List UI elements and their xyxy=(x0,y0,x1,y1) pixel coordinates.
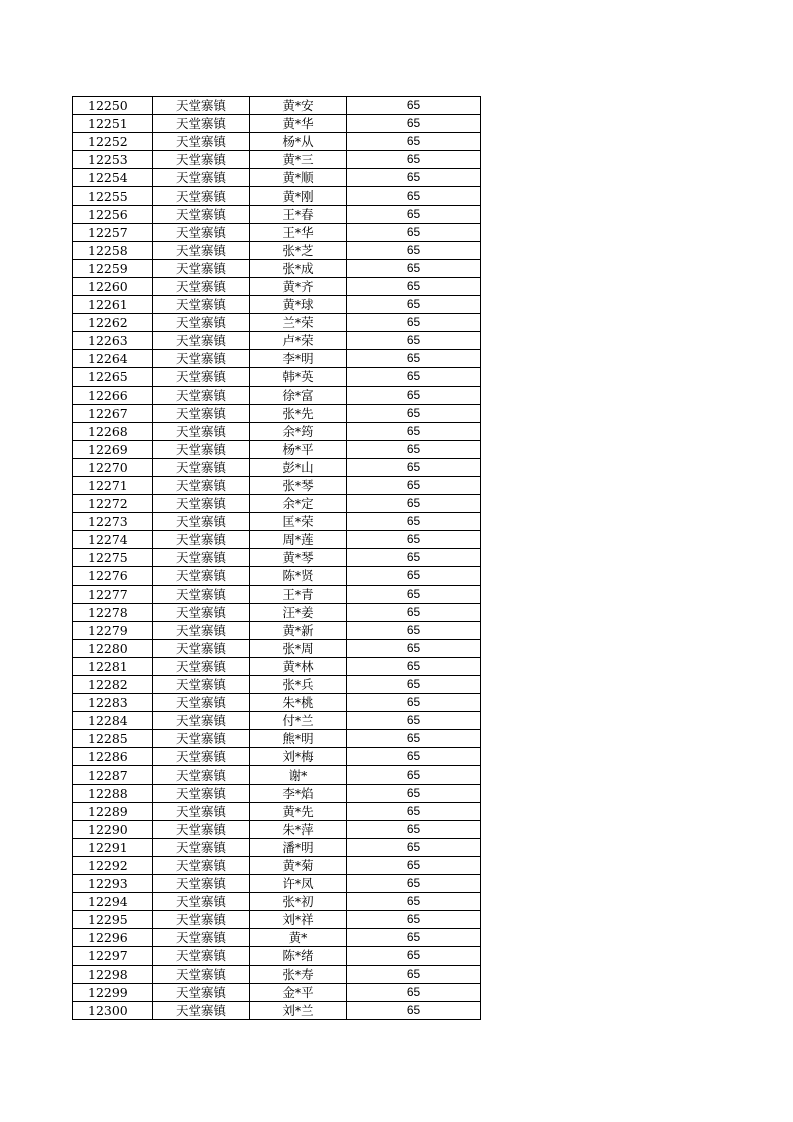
name-cell: 余*筠 xyxy=(250,422,347,440)
row-id-cell: 12279 xyxy=(73,621,153,639)
amount-cell: 65 xyxy=(347,151,481,169)
name-cell: 谢* xyxy=(250,766,347,784)
table-row xyxy=(73,187,481,205)
row-id-cell: 12283 xyxy=(73,694,153,712)
town-cell: 天堂寨镇 xyxy=(153,205,250,223)
row-id-cell: 12293 xyxy=(73,875,153,893)
town-cell: 天堂寨镇 xyxy=(153,386,250,404)
table-row xyxy=(73,386,481,404)
town-cell: 天堂寨镇 xyxy=(153,712,250,730)
table-row xyxy=(73,223,481,241)
amount-cell: 65 xyxy=(347,169,481,187)
amount-cell: 65 xyxy=(347,567,481,585)
amount-cell: 65 xyxy=(347,929,481,947)
town-cell: 天堂寨镇 xyxy=(153,531,250,549)
amount-cell: 65 xyxy=(347,368,481,386)
row-id-cell: 12296 xyxy=(73,929,153,947)
row-id-cell: 12300 xyxy=(73,1001,153,1019)
table-row xyxy=(73,422,481,440)
town-cell: 天堂寨镇 xyxy=(153,422,250,440)
amount-cell: 65 xyxy=(347,205,481,223)
town-cell: 天堂寨镇 xyxy=(153,296,250,314)
name-cell: 李*明 xyxy=(250,350,347,368)
name-cell: 张*芝 xyxy=(250,241,347,259)
town-cell: 天堂寨镇 xyxy=(153,983,250,1001)
town-cell: 天堂寨镇 xyxy=(153,476,250,494)
amount-cell: 65 xyxy=(347,476,481,494)
table-row xyxy=(73,603,481,621)
row-id-cell: 12268 xyxy=(73,422,153,440)
table-row xyxy=(73,712,481,730)
table-row xyxy=(73,259,481,277)
table-row xyxy=(73,332,481,350)
name-cell: 黄*球 xyxy=(250,296,347,314)
table-row xyxy=(73,947,481,965)
amount-cell: 65 xyxy=(347,585,481,603)
name-cell: 张*周 xyxy=(250,639,347,657)
town-cell: 天堂寨镇 xyxy=(153,404,250,422)
amount-cell: 65 xyxy=(347,965,481,983)
table-row xyxy=(73,476,481,494)
amount-cell: 65 xyxy=(347,893,481,911)
town-cell: 天堂寨镇 xyxy=(153,440,250,458)
name-cell: 黄*刚 xyxy=(250,187,347,205)
amount-cell: 65 xyxy=(347,404,481,422)
town-cell: 天堂寨镇 xyxy=(153,585,250,603)
table-row xyxy=(73,585,481,603)
name-cell: 熊*明 xyxy=(250,730,347,748)
row-id-cell: 12261 xyxy=(73,296,153,314)
row-id-cell: 12274 xyxy=(73,531,153,549)
table-row xyxy=(73,730,481,748)
row-id-cell: 12250 xyxy=(73,97,153,115)
table-row xyxy=(73,621,481,639)
name-cell: 刘*兰 xyxy=(250,1001,347,1019)
name-cell: 刘*梅 xyxy=(250,748,347,766)
row-id-cell: 12269 xyxy=(73,440,153,458)
amount-cell: 65 xyxy=(347,820,481,838)
table-row xyxy=(73,676,481,694)
table-row xyxy=(73,766,481,784)
name-cell: 黄*新 xyxy=(250,621,347,639)
table-row xyxy=(73,151,481,169)
name-cell: 黄* xyxy=(250,929,347,947)
amount-cell: 65 xyxy=(347,115,481,133)
town-cell: 天堂寨镇 xyxy=(153,657,250,675)
row-id-cell: 12273 xyxy=(73,513,153,531)
row-id-cell: 12298 xyxy=(73,965,153,983)
amount-cell: 65 xyxy=(347,911,481,929)
town-cell: 天堂寨镇 xyxy=(153,784,250,802)
row-id-cell: 12276 xyxy=(73,567,153,585)
amount-cell: 65 xyxy=(347,802,481,820)
town-cell: 天堂寨镇 xyxy=(153,314,250,332)
name-cell: 兰*荣 xyxy=(250,314,347,332)
table-row xyxy=(73,115,481,133)
table-row xyxy=(73,350,481,368)
row-id-cell: 12284 xyxy=(73,712,153,730)
row-id-cell: 12291 xyxy=(73,838,153,856)
row-id-cell: 12286 xyxy=(73,748,153,766)
table-row xyxy=(73,856,481,874)
name-cell: 张*先 xyxy=(250,404,347,422)
name-cell: 张*兵 xyxy=(250,676,347,694)
row-id-cell: 12287 xyxy=(73,766,153,784)
amount-cell: 65 xyxy=(347,856,481,874)
name-cell: 陈*贤 xyxy=(250,567,347,585)
row-id-cell: 12259 xyxy=(73,259,153,277)
amount-cell: 65 xyxy=(347,440,481,458)
town-cell: 天堂寨镇 xyxy=(153,368,250,386)
amount-cell: 65 xyxy=(347,1001,481,1019)
name-cell: 张*寿 xyxy=(250,965,347,983)
table-row xyxy=(73,440,481,458)
row-id-cell: 12278 xyxy=(73,603,153,621)
row-id-cell: 12253 xyxy=(73,151,153,169)
town-cell: 天堂寨镇 xyxy=(153,911,250,929)
amount-cell: 65 xyxy=(347,133,481,151)
table-row xyxy=(73,567,481,585)
name-cell: 黄*齐 xyxy=(250,277,347,295)
row-id-cell: 12280 xyxy=(73,639,153,657)
amount-cell: 65 xyxy=(347,676,481,694)
table-row xyxy=(73,495,481,513)
table-row xyxy=(73,639,481,657)
table-row xyxy=(73,694,481,712)
town-cell: 天堂寨镇 xyxy=(153,97,250,115)
amount-cell: 65 xyxy=(347,730,481,748)
name-cell: 张*成 xyxy=(250,259,347,277)
amount-cell: 65 xyxy=(347,458,481,476)
amount-cell: 65 xyxy=(347,422,481,440)
town-cell: 天堂寨镇 xyxy=(153,458,250,476)
row-id-cell: 12263 xyxy=(73,332,153,350)
row-id-cell: 12271 xyxy=(73,476,153,494)
amount-cell: 65 xyxy=(347,639,481,657)
table-row xyxy=(73,838,481,856)
name-cell: 黄*菊 xyxy=(250,856,347,874)
amount-cell: 65 xyxy=(347,223,481,241)
table-row xyxy=(73,1001,481,1019)
row-id-cell: 12260 xyxy=(73,277,153,295)
amount-cell: 65 xyxy=(347,531,481,549)
table-row xyxy=(73,314,481,332)
amount-cell: 65 xyxy=(347,712,481,730)
amount-cell: 65 xyxy=(347,350,481,368)
name-cell: 王*春 xyxy=(250,205,347,223)
row-id-cell: 12289 xyxy=(73,802,153,820)
amount-cell: 65 xyxy=(347,621,481,639)
row-id-cell: 12254 xyxy=(73,169,153,187)
row-id-cell: 12266 xyxy=(73,386,153,404)
table-row xyxy=(73,929,481,947)
town-cell: 天堂寨镇 xyxy=(153,350,250,368)
table-row xyxy=(73,549,481,567)
table-row xyxy=(73,241,481,259)
amount-cell: 65 xyxy=(347,947,481,965)
amount-cell: 65 xyxy=(347,603,481,621)
table-row xyxy=(73,820,481,838)
row-id-cell: 12256 xyxy=(73,205,153,223)
table-row xyxy=(73,368,481,386)
row-id-cell: 12292 xyxy=(73,856,153,874)
town-cell: 天堂寨镇 xyxy=(153,694,250,712)
table-row xyxy=(73,875,481,893)
town-cell: 天堂寨镇 xyxy=(153,802,250,820)
row-id-cell: 12262 xyxy=(73,314,153,332)
town-cell: 天堂寨镇 xyxy=(153,115,250,133)
town-cell: 天堂寨镇 xyxy=(153,856,250,874)
row-id-cell: 12297 xyxy=(73,947,153,965)
town-cell: 天堂寨镇 xyxy=(153,1001,250,1019)
town-cell: 天堂寨镇 xyxy=(153,513,250,531)
amount-cell: 65 xyxy=(347,513,481,531)
table-row xyxy=(73,893,481,911)
town-cell: 天堂寨镇 xyxy=(153,133,250,151)
name-cell: 张*琴 xyxy=(250,476,347,494)
town-cell: 天堂寨镇 xyxy=(153,332,250,350)
table-row xyxy=(73,513,481,531)
town-cell: 天堂寨镇 xyxy=(153,151,250,169)
name-cell: 陈*绪 xyxy=(250,947,347,965)
name-cell: 许*凤 xyxy=(250,875,347,893)
town-cell: 天堂寨镇 xyxy=(153,241,250,259)
town-cell: 天堂寨镇 xyxy=(153,748,250,766)
table-row xyxy=(73,911,481,929)
amount-cell: 65 xyxy=(347,784,481,802)
town-cell: 天堂寨镇 xyxy=(153,567,250,585)
name-cell: 王*华 xyxy=(250,223,347,241)
amount-cell: 65 xyxy=(347,495,481,513)
town-cell: 天堂寨镇 xyxy=(153,965,250,983)
row-id-cell: 12257 xyxy=(73,223,153,241)
town-cell: 天堂寨镇 xyxy=(153,187,250,205)
name-cell: 杨*从 xyxy=(250,133,347,151)
row-id-cell: 12272 xyxy=(73,495,153,513)
amount-cell: 65 xyxy=(347,875,481,893)
table-row xyxy=(73,965,481,983)
table-row xyxy=(73,748,481,766)
name-cell: 王*青 xyxy=(250,585,347,603)
name-cell: 韩*英 xyxy=(250,368,347,386)
town-cell: 天堂寨镇 xyxy=(153,639,250,657)
name-cell: 周*莲 xyxy=(250,531,347,549)
amount-cell: 65 xyxy=(347,549,481,567)
amount-cell: 65 xyxy=(347,983,481,1001)
town-cell: 天堂寨镇 xyxy=(153,947,250,965)
name-cell: 李*焰 xyxy=(250,784,347,802)
town-cell: 天堂寨镇 xyxy=(153,277,250,295)
row-id-cell: 12281 xyxy=(73,657,153,675)
town-cell: 天堂寨镇 xyxy=(153,495,250,513)
name-cell: 卢*荣 xyxy=(250,332,347,350)
name-cell: 黄*顺 xyxy=(250,169,347,187)
amount-cell: 65 xyxy=(347,259,481,277)
amount-cell: 65 xyxy=(347,296,481,314)
table-row xyxy=(73,657,481,675)
table-row xyxy=(73,296,481,314)
town-cell: 天堂寨镇 xyxy=(153,929,250,947)
amount-cell: 65 xyxy=(347,314,481,332)
amount-cell: 65 xyxy=(347,838,481,856)
name-cell: 黄*林 xyxy=(250,657,347,675)
table-row xyxy=(73,404,481,422)
amount-cell: 65 xyxy=(347,766,481,784)
amount-cell: 65 xyxy=(347,386,481,404)
town-cell: 天堂寨镇 xyxy=(153,169,250,187)
table-row xyxy=(73,133,481,151)
town-cell: 天堂寨镇 xyxy=(153,549,250,567)
town-cell: 天堂寨镇 xyxy=(153,676,250,694)
town-cell: 天堂寨镇 xyxy=(153,875,250,893)
town-cell: 天堂寨镇 xyxy=(153,838,250,856)
name-cell: 余*定 xyxy=(250,495,347,513)
name-cell: 杨*平 xyxy=(250,440,347,458)
table-body xyxy=(73,97,481,1020)
town-cell: 天堂寨镇 xyxy=(153,766,250,784)
name-cell: 黄*安 xyxy=(250,97,347,115)
row-id-cell: 12282 xyxy=(73,676,153,694)
table-row xyxy=(73,97,481,115)
row-id-cell: 12265 xyxy=(73,368,153,386)
town-cell: 天堂寨镇 xyxy=(153,893,250,911)
name-cell: 刘*祥 xyxy=(250,911,347,929)
table-row xyxy=(73,205,481,223)
table-row xyxy=(73,983,481,1001)
amount-cell: 65 xyxy=(347,657,481,675)
amount-cell: 65 xyxy=(347,332,481,350)
amount-cell: 65 xyxy=(347,694,481,712)
amount-cell: 65 xyxy=(347,97,481,115)
row-id-cell: 12288 xyxy=(73,784,153,802)
name-cell: 黄*华 xyxy=(250,115,347,133)
amount-cell: 65 xyxy=(347,187,481,205)
row-id-cell: 12275 xyxy=(73,549,153,567)
row-id-cell: 12294 xyxy=(73,893,153,911)
town-cell: 天堂寨镇 xyxy=(153,730,250,748)
name-cell: 黄*三 xyxy=(250,151,347,169)
data-table xyxy=(72,96,481,1020)
row-id-cell: 12264 xyxy=(73,350,153,368)
name-cell: 汪*姜 xyxy=(250,603,347,621)
row-id-cell: 12299 xyxy=(73,983,153,1001)
name-cell: 朱*萍 xyxy=(250,820,347,838)
name-cell: 黄*琴 xyxy=(250,549,347,567)
name-cell: 朱*桃 xyxy=(250,694,347,712)
name-cell: 彭*山 xyxy=(250,458,347,476)
name-cell: 潘*明 xyxy=(250,838,347,856)
table-row xyxy=(73,277,481,295)
table-row xyxy=(73,784,481,802)
row-id-cell: 12290 xyxy=(73,820,153,838)
row-id-cell: 12255 xyxy=(73,187,153,205)
name-cell: 付*兰 xyxy=(250,712,347,730)
town-cell: 天堂寨镇 xyxy=(153,603,250,621)
name-cell: 张*初 xyxy=(250,893,347,911)
town-cell: 天堂寨镇 xyxy=(153,820,250,838)
name-cell: 徐*富 xyxy=(250,386,347,404)
town-cell: 天堂寨镇 xyxy=(153,259,250,277)
row-id-cell: 12285 xyxy=(73,730,153,748)
table-row xyxy=(73,458,481,476)
row-id-cell: 12277 xyxy=(73,585,153,603)
row-id-cell: 12252 xyxy=(73,133,153,151)
amount-cell: 65 xyxy=(347,748,481,766)
row-id-cell: 12267 xyxy=(73,404,153,422)
amount-cell: 65 xyxy=(347,241,481,259)
row-id-cell: 12270 xyxy=(73,458,153,476)
table-row xyxy=(73,531,481,549)
amount-cell: 65 xyxy=(347,277,481,295)
table-row xyxy=(73,169,481,187)
name-cell: 金*平 xyxy=(250,983,347,1001)
name-cell: 黄*先 xyxy=(250,802,347,820)
table-row xyxy=(73,802,481,820)
row-id-cell: 12258 xyxy=(73,241,153,259)
name-cell: 匡*荣 xyxy=(250,513,347,531)
town-cell: 天堂寨镇 xyxy=(153,223,250,241)
town-cell: 天堂寨镇 xyxy=(153,621,250,639)
row-id-cell: 12295 xyxy=(73,911,153,929)
row-id-cell: 12251 xyxy=(73,115,153,133)
